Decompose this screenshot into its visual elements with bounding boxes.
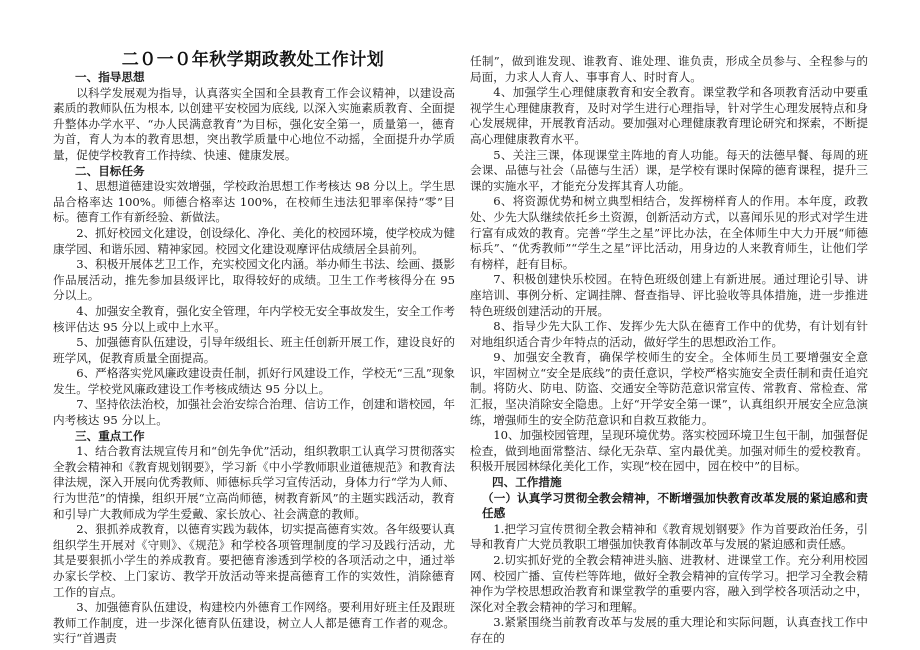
list-item: 2、狠抓养成教育，以德育实践为载体，切实提高德育实效。各年级要认真组织学生开展对《守则》、《规范》和学校各项管理制度的学习及践行活动，尤其是要狠抓小学生的养成教育。要把德育渗透到学校的各项活动之中，通过举办家长学校、上门家访、教学开放活动等来提高德育工作的实效性，消除德育工作的盲点。: [53, 522, 455, 599]
subsection-heading: （一）认真学习贯彻全教会精神，不断增强加快教育改革发展的紧迫感和责任感: [482, 490, 868, 521]
list-item: 2、抓好校园文化建设，创设绿化、净化、美化的校园环境，使学校成为健康学园、和谐乐园、精神家园。校园文化建设观摩评估成绩居全县前列。: [53, 225, 455, 256]
paragraph-continuation: 任制”，做到谁发现、谁教育、谁处理、谁负责，形成全员参与、全程参与的局面，力求人人育人、事事育人、时时育人。: [470, 54, 868, 84]
left-column: [53, 70, 455, 647]
list-item: 6、将资源优势和树立典型相结合，发挥榜样育人的作用。本年度，政教处、少先大队继续依托乡土资源，创新活动方式，以喜闻乐见的形式对学生进行富有成效的教育。完善“学生之星”评比办法，在全体师生中大力开展“师德标兵”、“优秀教师”“学生之星”评比活动，用身边的人来教育师生，让他们学有榜样，赶有目标。: [470, 194, 868, 271]
list-item: 10、加强校园管理，呈现环境优势。落实校园环境卫生包干制，加强督促检查，做到地面常整洁、绿化无杂草、室内最优美。加强对师生的爱校教育。积极开展园林绿化美化工作，实现“校在园中，园在校中”的目标。: [470, 428, 868, 474]
list-item: 1、思想道德建设实效增强，学校政治思想工作考核达 98 分以上。学生思品合格率达 100%。师德合格率达 100%，在校师生违法犯罪率保持“零”目标。德育工作有新经验、新做法。: [53, 179, 455, 225]
right-column: [470, 54, 868, 647]
list-item: 6、严格落实党风廉政建设责任制，抓好行风建设工作，学校无“三乱”现象发生。学校党风廉政建设工作考核成绩达 95 分以上。: [53, 366, 455, 396]
page-title: 二０一０年秋学期政教处工作计划: [121, 50, 385, 70]
list-item: 1、结合教育法规宣传月和“创先争优”活动，组织教职工认真学习贯彻落实全教会精神和《教育规划钢要》，学习新《中小学教师职业道德规范》和教育法律法规，深入开展向优秀教师、师德标兵学习宣传活动，身体力行“学为人师、行为世范”的情操，组织开展“立高尚师德，树教育新风”的主题实践活动，教育和引导广大教师成为学生爱戴、家长放心、社会满意的教师。: [53, 444, 455, 521]
section-heading-goals: 二、目标任务: [75, 163, 145, 178]
list-item: 5、加强德育队伍建设，引导年级组长、班主任创新开展工作，建设良好的班学风，促教育质量全面提高。: [53, 335, 455, 365]
list-item: 9、加强安全教育，确保学校师生的安全。全体师生员工要增强安全意识，牢固树立“安全是底线”的责任意识，学校严格实施安全责任制和责任追究制。将防火、防电、防盗、交通安全等防范意识常宣传、常教育、常检查、常汇报，坚决消除安全隐患。上好“开学安全第一课”，认真组织开展安全应急演练，增强师生的安全防范意识和自救互救能力。: [470, 350, 868, 427]
list-item: 4、加强学生心理健康教育和安全教育。课堂教学和各项教育活动中要重视学生心理健康教育，及时对学生进行心理指导，针对学生心理发展特点和身心发展规律，开展教育活动。要加强对心理健康教育理论研究和探索，不断提高心理健康教育水平。: [470, 85, 868, 146]
section-heading-measures: 四、工作措施: [492, 475, 562, 490]
list-item: 3、加强德育队伍建设，构建校内外德育工作网络。要利用好班主任及跟班教师工作制度，进一步深化德育队伍建设，树立人人都是德育工作者的观念。实行“首遇责: [53, 600, 455, 646]
section-heading-guiding-ideology: 一、指导思想: [75, 70, 145, 84]
list-item: 7、坚持依法治校，加强社会治安综合治理、信访工作，创建和谐校园，年内考核达 95 分以上。: [53, 397, 455, 428]
list-item: 1.把学习宣传贯彻全教会精神和《教育规划钢要》作为首要政治任务，引导和教育广大党员教职工增强加快教育体制改革与发展的紧迫感和责任感。: [470, 521, 868, 552]
section-heading-key-work: 三、重点工作: [75, 428, 145, 443]
list-item: 4、加强安全教育，强化安全管理，年内学校无安全事故发生，安全工作考核评估达 95 分以上或中上水平。: [53, 303, 455, 334]
list-item: 8、指导少先大队工作、发挥少先大队在德育工作中的优势，有计划有针对地组织适合青少年特点的活动，做好学生的思想政治工作。: [470, 319, 868, 349]
list-item: 3、积极开展体艺卫工作，充实校园文化内涵。举办师生书法、绘画、摄影作品展活动，推先参加县级评比，取得较好的成绩。卫生工作考核得分在 95 分以上。: [53, 257, 455, 303]
list-item: 2.切实抓好党的全教会精神进头脑、进教材、进课堂工作。充分利用校园网、校园广播、宣传栏等阵地，做好全教会精神的宣传学习。把学习全教会精神作为学校思想政治教育和课堂教学的重要内容，融入到学校各项活动之中，深化对全教会精神的学习和理解。: [470, 553, 868, 614]
list-item: 3.紧紧围绕当前教育改革与发展的重大理论和实际问题，认真查找工作中存在的: [470, 615, 868, 645]
paragraph: 以科学发展观为指导，认真落实全国和全县教育工作会议精神，以建设高素质的教师队伍为根本, 以创建平安校园为底线, 以深入实施素质教育、全面提升整体办学水平、“办人民满意教育”为目标，强化安全第一，质量第一，德育为首，育人为本的教育思想，突出教学质量中心地位不动摇，全面提升办学质量，促使学校教育工作持续、快速、健康发展。: [53, 85, 455, 162]
list-item: 7、积极创建快乐校园。在特色班级创建上有新进展。通过理论引导、讲座培训、事例分析、定调挂牌、督查指导、评比验收等具体措施，进一步推进特色班级创建活动的开展。: [470, 272, 868, 318]
list-item: 5、关注三课，体现课堂主阵地的育人功能。每天的法德早餐、每周的班会课、品德与社会（品德与生活）课，是学校有课时保障的德育课程，提升三课的实施水平，才能充分发挥其育人功能。: [470, 147, 868, 193]
